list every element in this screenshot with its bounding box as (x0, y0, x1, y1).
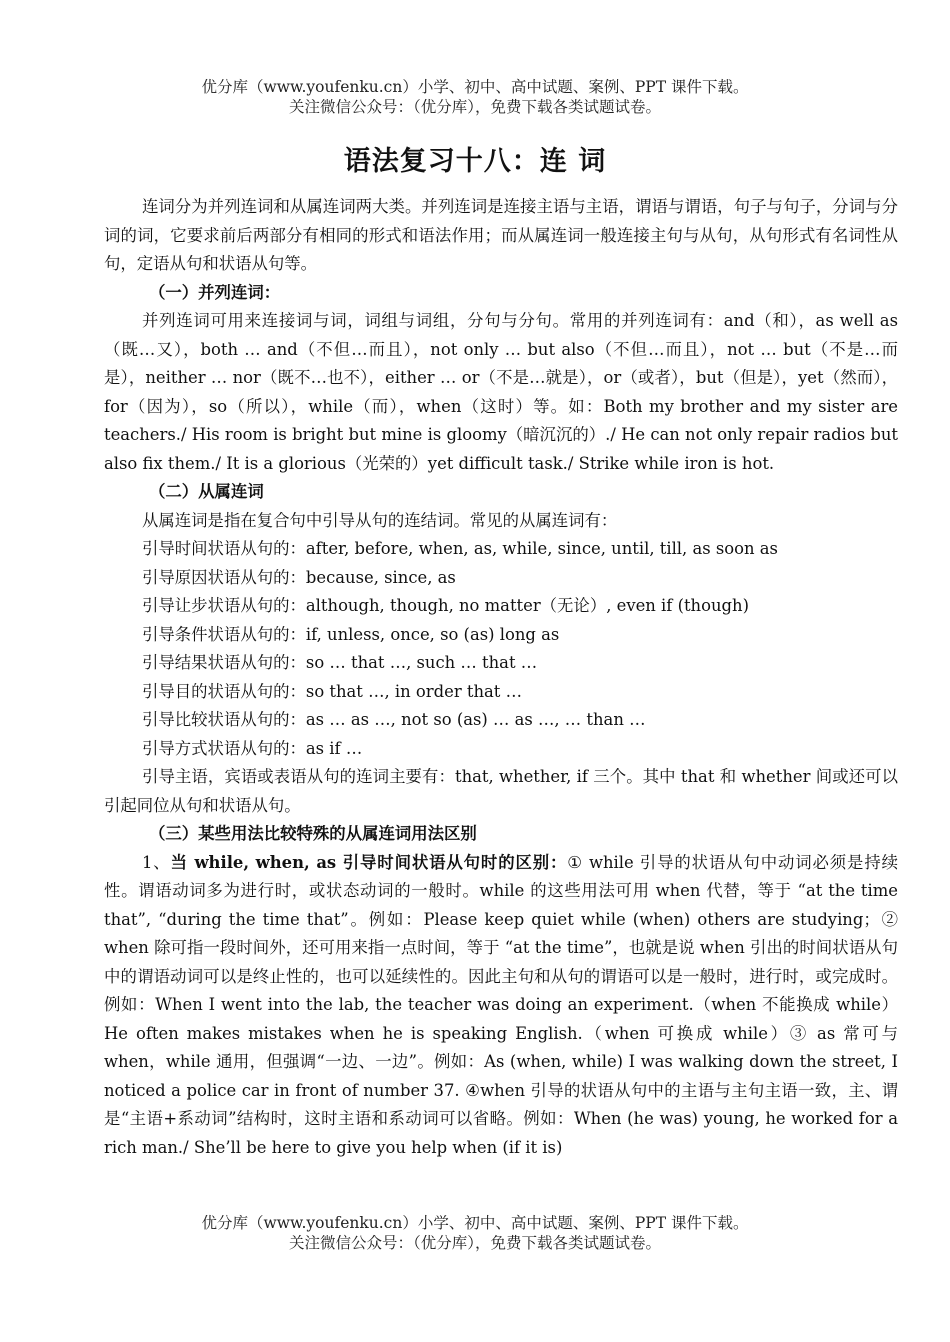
list-item: 引导原因状语从句的：because, since, as (142, 567, 456, 587)
list-item: 引导方式状语从句的：as if … (142, 738, 363, 758)
list-item: 引导条件状语从句的：if, unless, once, so (as) long as (142, 624, 560, 644)
page-header (0, 77, 950, 117)
section-3-point-1 (104, 849, 898, 1163)
point-title: 当 while, when, as 引导时间状语从句时的区别： (170, 852, 568, 872)
header-line-1: 优分库（www.youfenku.cn）小学、初中、高中试题、案例、PPT 课件下载。 (201, 78, 749, 96)
section-1-heading: （一）并列连词： (149, 282, 281, 302)
point-body: ① while 引导的状语从句中动词必须是持续性。谓语动词多为进行时，或状态动词的一般时。while 的这些用法可用 when 代替，等于 “at the time that”, “during the time that”。例如：Please keep quiet while (when) others are studying；② when 除可指一段时间外，还可用来指一点时间，等于 “at the time”，也就是说 when 引出的时间状语从句中的谓语动词可以是终止性的，也可以延续性的。因此主句和从句的谓语可以是一般时，进行时，或完成时。例如：When I went into the lab, the teacher was doing an experiment.（when 不能换成 while）He often makes mistakes when he is speaking English.（when 可换成 while）③ as 常可与 when，while 通用，但强调“一边、一边”。例如：As (when, while) I was walking down the street, I noticed a police car in front of number 37. ④when 引导的状语从句中的主语与主句主语一致，主、谓是“主语+系动词”结构时，这时主语和系动词可以省略。例如：When (he was) young, he worked for a rich man./ She’ll be here to give you help when (if it is) (104, 852, 898, 1157)
section-2-closing: 引导主语，宾语或表语从句的连词主要有：that, whether, if 三个。其中 that 和 whether 间或还可以引起同位从句和状语从句。 (104, 767, 898, 815)
point-number: 1、 (142, 852, 171, 872)
list-item: 引导结果状语从句的：so … that …, such … that … (142, 653, 538, 672)
list-item: 引导比较状语从句的：as … as …, not so (as) … as …, … than … (142, 710, 646, 729)
footer-line-2: 关注微信公众号：（优分库），免费下载各类试题试卷。 (288, 1234, 661, 1252)
section-2-heading: （二）从属连词 (149, 482, 264, 501)
section-3-heading: （三）某些用法比较特殊的从属连词用法区别 (149, 824, 477, 843)
list-item: 引导让步状语从句的：although, though, no matter（无论）, even if (though) (142, 596, 749, 615)
page-footer (0, 1213, 950, 1253)
section-2-intro: 从属连词是指在复合句中引导从句的连结词。常见的从属连词有： (142, 510, 618, 530)
document-title: 语法复习十八：连 词 (343, 146, 607, 177)
footer-line-1: 优分库（www.youfenku.cn）小学、初中、高中试题、案例、PPT 课件下载。 (201, 1214, 749, 1232)
header-line-2: 关注微信公众号：（优分库），免费下载各类试题试卷。 (288, 98, 661, 116)
intro-paragraph: 连词分为并列连词和从属连词两大类。并列连词是连接主语与主语，谓语与谓语，句子与句子，分词与分词的词，它要求前后两部分有相同的形式和语法作用；而从属连词一般连接主句与从句，从句形式有名词性从句，定语从句和状语从句等。 (104, 197, 898, 273)
section-1-body: 并列连词可用来连接词与词，词组与词组，分句与分句。常用的并列连词有：and（和），as well as（既…又），both … and（不但…而且），not only … but also（不但…而且），not … but（不是…而是），neither … nor（既不…也不），either … or（不是…就是），or（或者），but（但是），yet（然而），for（因为），so（所以），while（而），when（这时）等。如：Both my brother and my sister are teachers./ His room is bright but mine is gloomy（暗沉沉的）./ He can not only repair radios but also fix them./ It is a glorious（光荣的）yet difficult task./ Strike while iron is hot. (104, 311, 898, 473)
list-item: 引导目的状语从句的：so that …, in order that … (142, 681, 522, 701)
document-body (104, 193, 898, 1162)
list-item: 引导时间状语从句的：after, before, when, as, while, since, until, till, as soon as (142, 539, 778, 558)
